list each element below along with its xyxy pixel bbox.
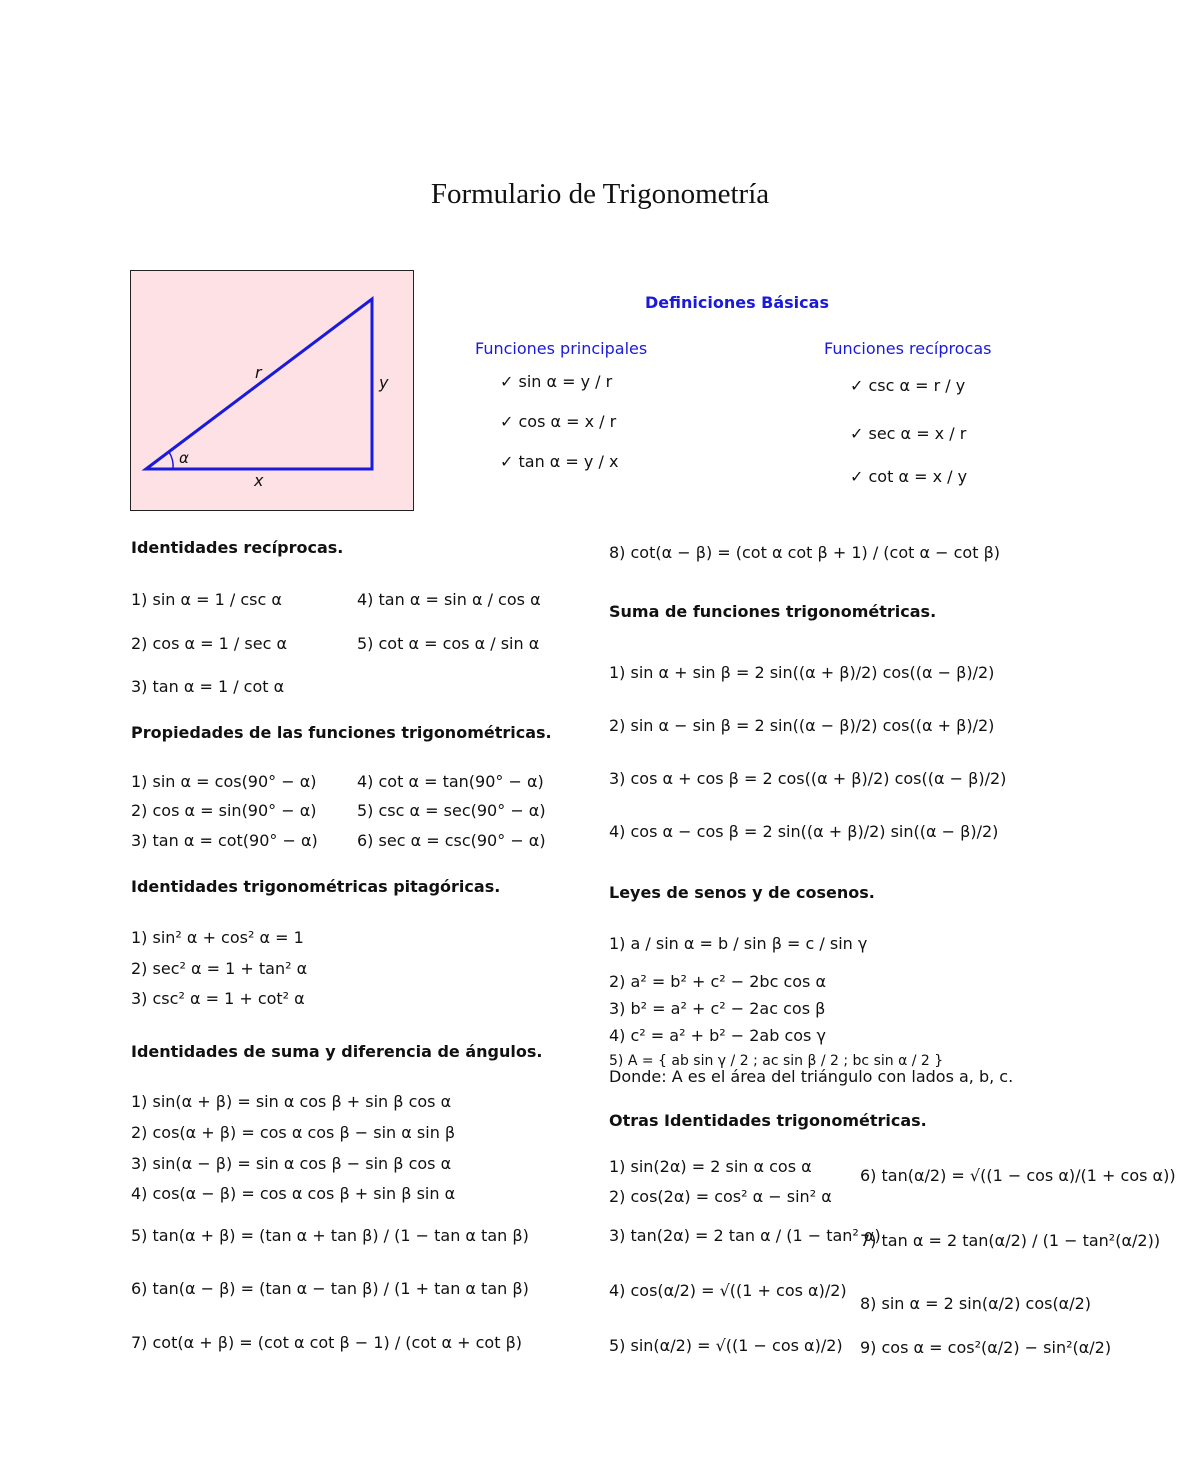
formula: 3) sin(α − β) = sin α cos β − sin β cos α (131, 1154, 452, 1173)
page-title: Formulario de Trigonometría (430, 178, 770, 210)
section-heading: Identidades trigonométricas pitagóricas. (131, 877, 501, 896)
definitions-heading: Definiciones Básicas (645, 293, 829, 312)
section-heading: Leyes de senos y de cosenos. (609, 883, 875, 902)
formula: 6) tan(α/2) = √((1 − cos α)/(1 + cos α)) (860, 1166, 1176, 1185)
formula: 1) sin² α + cos² α = 1 (131, 928, 304, 947)
principal-item: ✓ cos α = x / r (500, 412, 617, 431)
formula: 3) tan(2α) = 2 tan α / (1 − tan² α) (609, 1226, 881, 1245)
formula: 2) sec² α = 1 + tan² α (131, 959, 308, 978)
section-heading: Propiedades de las funciones trigonométricas. (131, 723, 552, 742)
formula: 5) cot α = cos α / sin α (357, 634, 540, 653)
formula: 2) cos(α + β) = cos α cos β − sin α sin β (131, 1123, 456, 1142)
formula: 4) cot α = tan(90° − α) (357, 772, 544, 791)
formula: 3) tan α = 1 / cot α (131, 677, 285, 696)
section-heading: Identidades recíprocas. (131, 538, 344, 557)
formula: 4) tan α = sin α / cos α (357, 590, 541, 609)
formula: 1) sin(α + β) = sin α cos β + sin β cos α (131, 1092, 452, 1111)
formula: 1) a / sin α = b / sin β = c / sin γ (609, 934, 868, 953)
principal-item: ✓ tan α = y / x (500, 452, 619, 471)
formula: 1) sin α + sin β = 2 sin((α + β)/2) cos((α − β)/2) (609, 663, 995, 682)
formula: 1) sin α = cos(90° − α) (131, 772, 317, 791)
formula: 1) sin α = 1 / csc α (131, 590, 282, 609)
formula: 5) csc α = sec(90° − α) (357, 801, 546, 820)
reciprocal-item: ✓ sec α = x / r (850, 424, 967, 443)
formula: 4) cos(α/2) = √((1 + cos α)/2) (609, 1281, 847, 1300)
formula: 8) sin α = 2 sin(α/2) cos(α/2) (860, 1294, 1092, 1313)
formula: 6) tan(α − β) = (tan α − tan β) / (1 + tan α tan β) (131, 1279, 529, 1298)
formula: 2) sin α − sin β = 2 sin((α − β)/2) cos((α + β)/2) (609, 716, 995, 735)
label-r: r (255, 363, 262, 382)
formula: 2) cos(2α) = cos² α − sin² α (609, 1187, 832, 1206)
label-x: x (254, 471, 264, 490)
formula: 6) sec α = csc(90° − α) (357, 831, 546, 850)
formula: 2) cos α = sin(90° − α) (131, 801, 317, 820)
formula: 9) cos α = cos²(α/2) − sin²(α/2) (860, 1338, 1112, 1357)
reciprocal-item: ✓ csc α = r / y (850, 376, 966, 395)
formula: 1) sin(2α) = 2 sin α cos α (609, 1157, 812, 1176)
formula: 7) cot(α + β) = (cot α cot β − 1) / (cot α + cot β) (131, 1333, 523, 1352)
formula: 3) b² = a² + c² − 2ac cos β (609, 999, 826, 1018)
formula: 5) A = { ab sin γ / 2 ; ac sin β / 2 ; bc sin α / 2 } (609, 1053, 944, 1069)
right-triangle (146, 299, 372, 469)
section-heading: Otras Identidades trigonométricas. (609, 1111, 927, 1130)
triangle-figure (130, 270, 414, 511)
formula: 2) a² = b² + c² − 2bc cos α (609, 972, 827, 991)
formula: 8) cot(α − β) = (cot α cot β + 1) / (cot α − cot β) (609, 543, 1001, 562)
formula: 4) c² = a² + b² − 2ab cos γ (609, 1026, 826, 1045)
section-heading: Identidades de suma y diferencia de ángulos. (131, 1042, 543, 1061)
label-alpha: α (179, 449, 189, 467)
formula: 4) cos α − cos β = 2 sin((α + β)/2) sin((α − β)/2) (609, 822, 999, 841)
formula: 7) tan α = 2 tan(α/2) / (1 − tan²(α/2)) (860, 1231, 1161, 1250)
angle-arc (169, 452, 173, 469)
formula: 5) sin(α/2) = √((1 − cos α)/2) (609, 1336, 843, 1355)
triangle-svg (131, 271, 415, 512)
formula: 3) cos α + cos β = 2 cos((α + β)/2) cos((α − β)/2) (609, 769, 1007, 788)
label-y: y (379, 373, 389, 392)
formula: 2) cos α = 1 / sec α (131, 634, 287, 653)
principal-item: ✓ sin α = y / r (500, 372, 613, 391)
formula: 3) csc² α = 1 + cot² α (131, 989, 305, 1008)
formula: 5) tan(α + β) = (tan α + tan β) / (1 − tan α tan β) (131, 1226, 529, 1245)
reciprocal-item: ✓ cot α = x / y (850, 467, 968, 486)
reciprocal-heading: Funciones recíprocas (824, 339, 992, 358)
principal-heading: Funciones principales (475, 339, 648, 358)
section-heading: Suma de funciones trigonométricas. (609, 602, 937, 621)
formula: 3) tan α = cot(90° − α) (131, 831, 318, 850)
formula: 4) cos(α − β) = cos α cos β + sin β sin α (131, 1184, 456, 1203)
where-note: Donde: A es el área del triángulo con lados a, b, c. (609, 1067, 1014, 1086)
